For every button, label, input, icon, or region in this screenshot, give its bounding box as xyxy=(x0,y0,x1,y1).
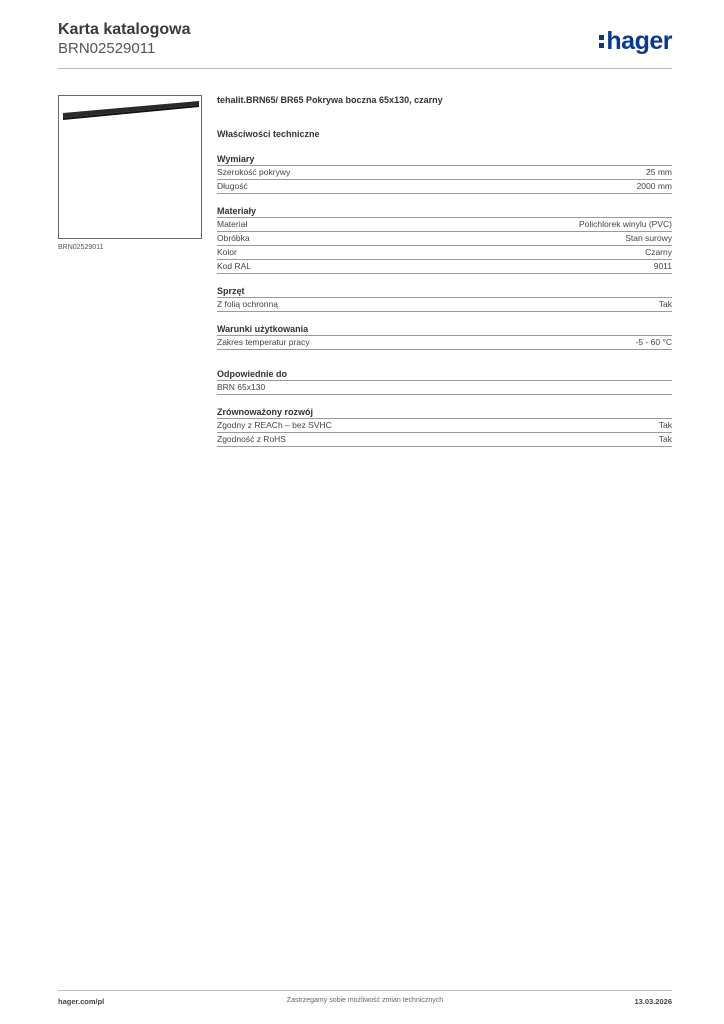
spec-row xyxy=(217,246,672,260)
logo-colon-icon xyxy=(599,35,604,48)
hager-logo[interactable] xyxy=(599,28,672,54)
footer-disclaimer: Zastrzegamy sobie możliwość zmian technicznych xyxy=(286,997,444,1004)
section-sprzet xyxy=(217,286,672,312)
document-title: Karta katalogowa xyxy=(58,21,191,38)
spec-value: Tak xyxy=(658,434,672,444)
section-warunki xyxy=(217,324,672,350)
section-title: Zrównoważony rozwój xyxy=(217,407,672,419)
page-header xyxy=(58,20,672,68)
image-caption: BRN02529011 xyxy=(58,244,104,251)
spec-label: Szerokość pokrywy xyxy=(217,167,291,177)
section-odpowiednie xyxy=(217,369,672,395)
spec-label: Długość xyxy=(217,181,248,191)
spec-row xyxy=(217,166,672,180)
spec-label: Zgodny z REACh – bez SVHC xyxy=(217,420,332,430)
spec-label: Materiał xyxy=(217,219,248,229)
spec-label: Z folią ochronną xyxy=(217,299,278,309)
product-title: tehalit.BRN65/ BR65 Pokrywa boczna 65x130, czarny xyxy=(217,95,443,105)
spec-label: Zgodność z RoHS xyxy=(217,434,286,444)
spec-value: 2000 mm xyxy=(636,181,672,191)
spec-row xyxy=(217,419,672,433)
spec-label: Kod RAL xyxy=(217,261,252,271)
spec-label: Obróbka xyxy=(217,233,250,243)
spec-value: 9011 xyxy=(653,261,672,271)
spec-row xyxy=(217,218,672,232)
footer-date: 13.03.2026 xyxy=(634,997,672,1006)
spec-value: Czarny xyxy=(645,247,672,257)
spec-row xyxy=(217,336,672,350)
logo-text: hager xyxy=(606,27,672,55)
section-zrownowazony xyxy=(217,407,672,447)
section-title: Warunki użytkowania xyxy=(217,324,672,336)
spec-row xyxy=(217,260,672,274)
footer-divider xyxy=(58,990,672,991)
page-footer xyxy=(58,997,672,1011)
section-title: Sprzęt xyxy=(217,286,672,298)
section-title: Odpowiednie do xyxy=(217,369,672,381)
spec-label: Kolor xyxy=(217,247,237,257)
section-title: Materiały xyxy=(217,206,672,218)
spec-value: Tak xyxy=(658,420,672,430)
spec-label: Zakres temperatur pracy xyxy=(217,337,310,347)
spec-value: Stan surowy xyxy=(625,233,672,243)
spec-value: -5 - 60 °C xyxy=(635,337,672,347)
product-code: BRN02529011 xyxy=(58,40,156,57)
spec-content xyxy=(217,95,672,447)
technical-properties-heading: Właściwości techniczne xyxy=(217,129,320,139)
spec-value: Polichlorek winylu (PVC) xyxy=(578,219,672,229)
section-materialy xyxy=(217,206,672,274)
section-title: Wymiary xyxy=(217,154,672,166)
cover-profile-icon xyxy=(59,96,202,239)
spec-label: BRN 65x130 xyxy=(217,382,266,392)
spec-value: Tak xyxy=(658,299,672,309)
spec-row xyxy=(217,180,672,194)
spec-row xyxy=(217,298,672,312)
section-wymiary xyxy=(217,154,672,194)
spec-row xyxy=(217,433,672,447)
header-divider xyxy=(58,68,672,69)
spec-row xyxy=(217,232,672,246)
product-image xyxy=(58,95,202,239)
footer-website-link[interactable]: hager.com/pl xyxy=(58,997,105,1006)
spec-value: 25 mm xyxy=(646,167,672,177)
spec-row xyxy=(217,381,672,395)
